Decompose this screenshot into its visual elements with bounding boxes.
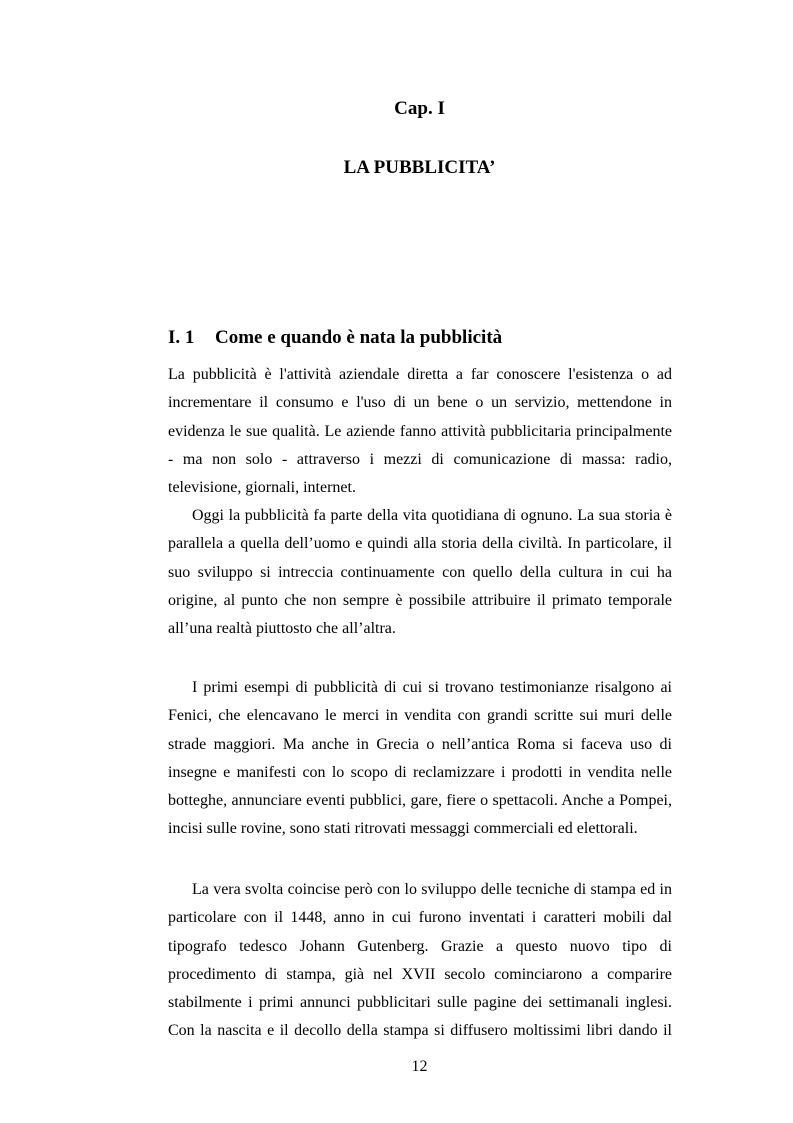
paragraph-printing	[168, 876, 672, 1046]
text-line: suo sviluppo si intreccia continuamente con quello della cultura in cui ha	[168, 563, 672, 581]
text-line: televisione, giornali, internet.	[168, 479, 356, 497]
paragraph-definition	[168, 361, 672, 502]
text-line: incrementare il consumo e l'uso di un bene o un servizio, mettendone in	[168, 394, 672, 412]
text-line: parallela a quella dell’uomo e quindi alla storia della civiltà. In particolare, il	[168, 535, 672, 553]
page-number: 12	[411, 1058, 428, 1075]
text-line: strade maggiori. Ma anche in Grecia o nell’antica Roma si faceva uso di	[168, 735, 672, 753]
text-line: tipografo tedesco Johann Gutenberg. Grazie a questo nuovo tipo di	[168, 937, 672, 955]
text-line: evidenza le sue qualità. Le aziende fanno attività pubblicitaria principalmente	[168, 422, 672, 440]
text-line: particolare con il 1448, anno in cui furono inventati i caratteri mobili dal	[168, 909, 672, 927]
text-line: stabilmente i primi annunci pubblicitari sulle pagine dei settimanali inglesi.	[168, 994, 672, 1012]
text-line: origine, al punto che non sempre è possibile attribuire il primato temporale	[168, 591, 672, 609]
text-line: Fenici, che elencavano le merci in vendita con grandi scritte sui muri delle	[168, 707, 672, 725]
text-line: all’una realtà piuttosto che all’altra.	[168, 620, 396, 638]
text-line: Oggi la pubblicità fa parte della vita quotidiana di ognuno. La sua storia è	[192, 507, 672, 524]
text-line: Con la nascita e il decollo della stampa si diffusero moltissimi libri dando il	[168, 1022, 672, 1040]
text-line: I primi esempi di pubblicità di cui si trovano testimonianze risalgono ai	[192, 679, 672, 696]
section-title: Come e quando è nata la pubblicità	[215, 327, 503, 348]
text-line: botteghe, annunciare eventi pubblici, gare, fiere o spettacoli. Anche a Pompei,	[168, 792, 672, 810]
text-line: procedimento di stampa, già nel XVII secolo cominciarono a comparire	[168, 965, 672, 983]
text-line: - ma non solo - attraverso i mezzi di comunicazione di massa: radio,	[168, 450, 672, 468]
paragraph-early-examples	[168, 674, 672, 844]
text-line: La pubblicità è l'attività aziendale diretta a far conoscere l'esistenza o ad	[168, 366, 672, 383]
chapter-label: Cap. I	[394, 98, 445, 119]
text-line: incisi sulle rovine, sono stati ritrovati messaggi commerciali ed elettorali.	[168, 820, 638, 838]
text-line: La vera svolta coincise però con lo sviluppo delle tecniche di stampa ed in	[192, 881, 672, 898]
section-heading	[168, 327, 502, 349]
paragraph-history	[168, 502, 672, 643]
section-number: I. 1	[168, 327, 195, 348]
text-line: insegne e manifesti con lo scopo di reclamizzare i prodotti in vendita nelle	[168, 763, 672, 781]
chapter-title: LA PUBBLICITA’	[343, 157, 496, 178]
